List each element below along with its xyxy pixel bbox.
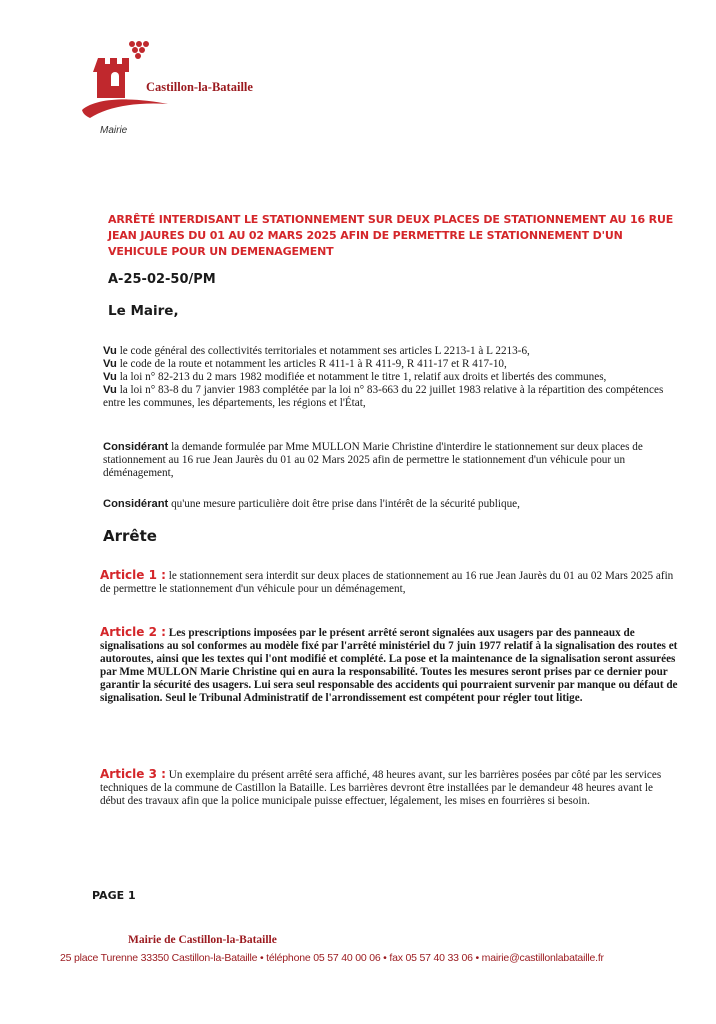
vu-prefix: Vu [103, 345, 117, 357]
article-label: Article 1 : [100, 568, 166, 582]
vu-text: le code général des collectivités territoriales et notamment ses articles L 2213-1 à L 2213-6, [116, 345, 530, 357]
considerant-text: la demande formulée par Mme MULLON Marie Christine d'interdire le stationnement sur deux places de stationnement au 16 rue Jean Jaurès du 01 au 02 Mars 2025 afin de permettre le stationnement d'un véhicule pour un déménagement, [103, 441, 643, 479]
vu-list [103, 345, 678, 410]
mairie-label: Mairie [100, 125, 128, 136]
decree-reference: A-25-02-50/PM [108, 272, 216, 287]
vu-item [103, 345, 678, 358]
article-label: Article 2 : [100, 625, 166, 639]
town-name: Castillon-la-Bataille [146, 80, 253, 94]
considerant-item [103, 441, 678, 480]
arrete-heading: Arrête [103, 527, 157, 545]
considerant-text: qu'une mesure particulière doit être prise dans l'intérêt de la sécurité publique, [168, 498, 520, 510]
article-2 [100, 626, 678, 705]
decree-title: ARRÊTÉ INTERDISANT LE STATIONNEMENT SUR DEUX PLACES DE STATIONNEMENT AU 16 RUE JEAN JAURES DU 01 AU 02 MARS 2025 AFIN DE PERMETTRE LE STATIONNEMENT D'UN VEHICULE POUR UN DEMENAGEMENT [108, 213, 674, 258]
vu-text: le code de la route et notamment les articles R 411-1 à R 411-9, R 411-17 et R 417-10, [116, 358, 507, 370]
vu-text: la loi n° 82-213 du 2 mars 1982 modifiée et notamment le titre 1, relatif aux droits et libertés des communes, [116, 371, 607, 383]
considerant-item [103, 498, 678, 511]
considerant-prefix: Considérant [103, 498, 169, 510]
article-3 [100, 768, 678, 808]
footer-name: Mairie de Castillon-la-Bataille [128, 934, 277, 946]
vu-item [103, 384, 678, 410]
footer-address: 25 place Turenne 33350 Castillon-la-Bataille • téléphone 05 57 40 00 06 • fax 05 57 40 33 06 • mairie@castillonlabataille.fr [60, 952, 604, 964]
vu-prefix: Vu [103, 358, 117, 370]
vu-prefix: Vu [103, 384, 117, 396]
article-text: Les prescriptions imposées par le présent arrêté seront signalées aux usagers par des panneaux de signalisations au sol conformes au modèle fixé par l'arrêté ministériel du 7 juin 1977 relatif à la signalisation des routes et autoroutes, ainsi que les textes qui l'ont modifié et complété. La pose et la maintenance de la signalisation seront assurées par Mme MULLON Marie Christine qui en aura la responsabilité. Toutes les mesures seront prises par ce dernier pour garantir la sécurité des usagers. Lui sera seul responsable des accidents qui pourraient survenir par manque ou défaut de signalisation. Seul le Tribunal Administratif de l'arrondissement est compétent pour régler tout litige. [100, 627, 678, 704]
le-maire-heading: Le Maire, [108, 303, 179, 319]
article-text: le stationnement sera interdit sur deux places de stationnement au 16 rue Jean Jaurès du 01 au 02 Mars 2025 afin de permettre le stationnement d'un véhicule pour un déménagement, [100, 570, 674, 595]
vu-text: la loi n° 83-8 du 7 janvier 1983 complétée par la loi n° 83-663 du 22 juillet 1983 relative à la répartition des compétences entre les communes, les départements, les régions et l'État, [103, 384, 664, 409]
vu-item [103, 358, 678, 371]
town-logo [78, 40, 298, 140]
page-number: PAGE 1 [92, 889, 136, 902]
vu-item [103, 371, 678, 384]
vu-prefix: Vu [103, 371, 117, 383]
article-text: Un exemplaire du présent arrêté sera affiché, 48 heures avant, sur les barrières posées par côté par les services techniques de la commune de Castillon la Bataille. Les barrières devront être installées par le demandeur 48 heures avant le début des travaux afin que la police municipale puisse effectuer, légalement, les mises en fourrières si besoin. [100, 769, 662, 807]
considerant-prefix: Considérant [103, 441, 169, 453]
article-label: Article 3 : [100, 767, 166, 781]
article-1 [100, 569, 678, 596]
